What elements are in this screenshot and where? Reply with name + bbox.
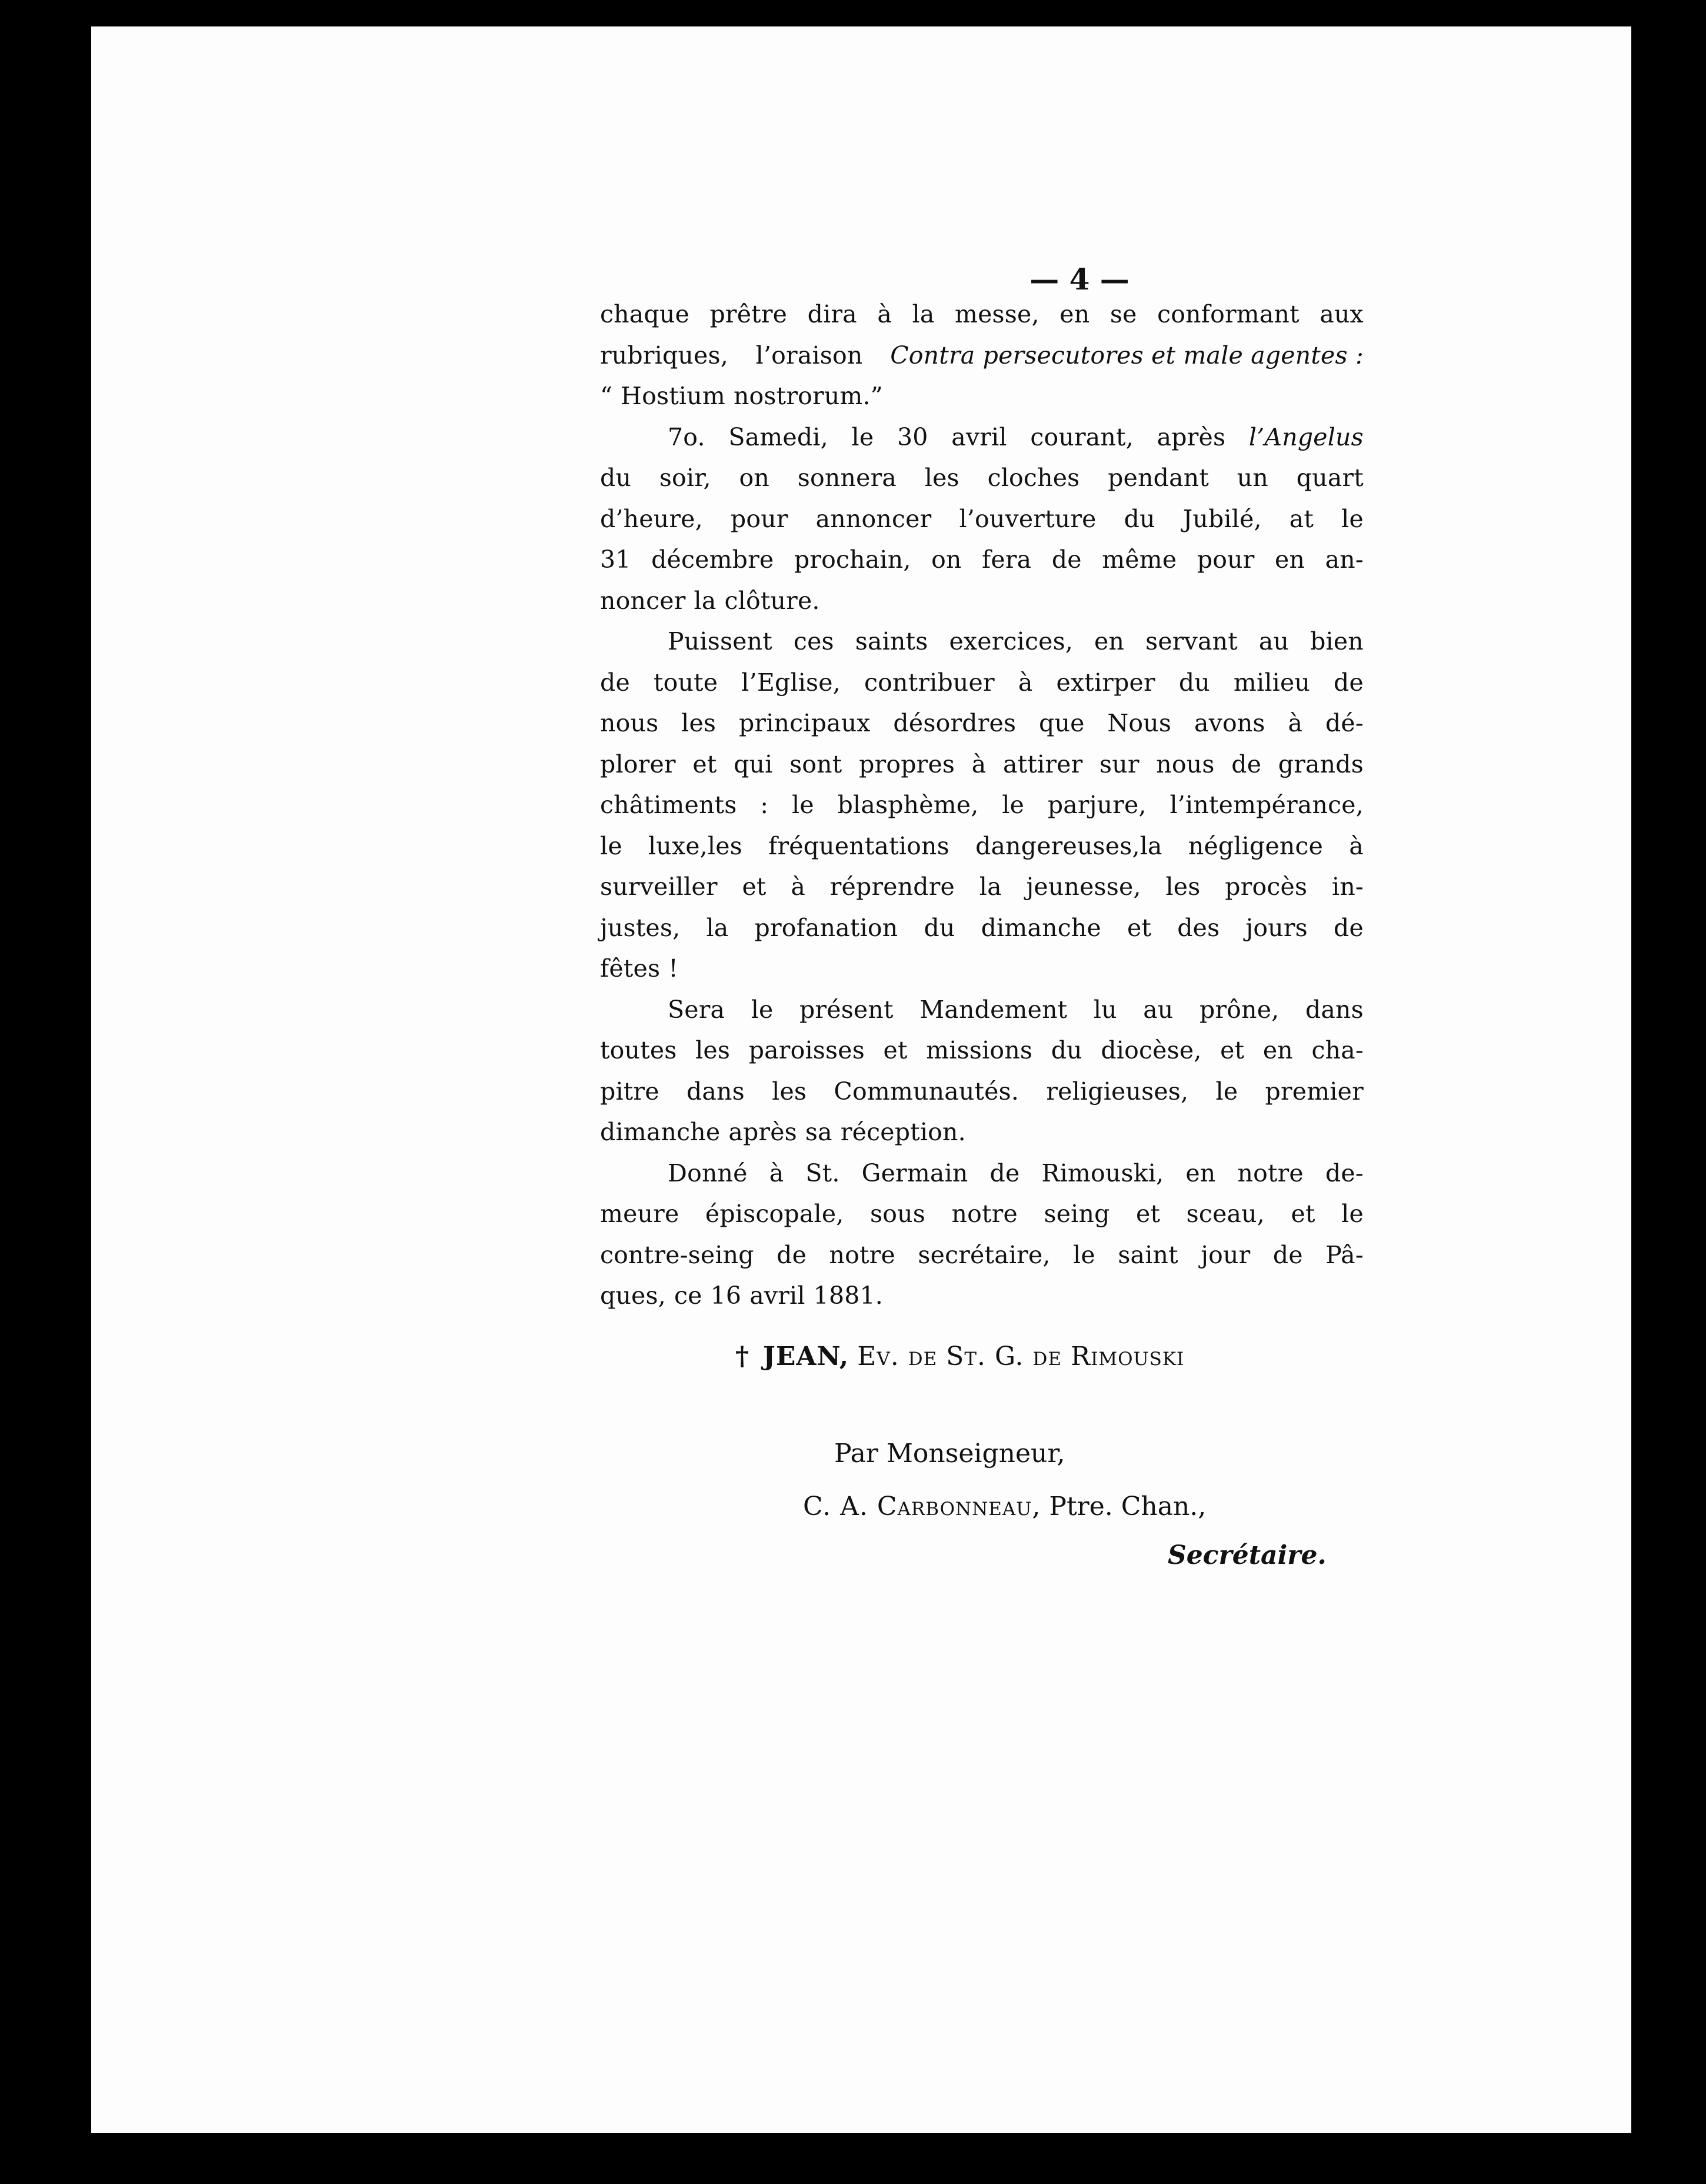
word: à [1018, 668, 1033, 697]
word: Pâ- [1325, 1240, 1364, 1269]
word: procès [1225, 873, 1308, 901]
word: l’Eglise, [741, 668, 841, 697]
word: messe, [955, 300, 1039, 328]
word: sous [870, 1200, 926, 1228]
word: bien [1310, 627, 1364, 655]
word: Nous [1107, 709, 1172, 737]
word: au [1258, 627, 1290, 655]
word: à [877, 300, 892, 328]
word: grands [1278, 750, 1364, 778]
word: et [1291, 1200, 1315, 1228]
text-line [600, 1030, 1364, 1071]
word: de [600, 668, 630, 697]
word: fêtes [600, 954, 661, 983]
word: en [1094, 627, 1125, 655]
word: sont [789, 750, 842, 778]
word: rubriques, [600, 341, 728, 369]
word: Mandement [919, 995, 1068, 1024]
word: et [1136, 1200, 1161, 1228]
word: 7o. [668, 422, 705, 451]
word: attirer [1003, 750, 1083, 778]
word: noncer [600, 586, 686, 615]
word: notre [829, 1240, 895, 1269]
word: la [706, 913, 729, 942]
text-line [600, 1112, 1364, 1153]
word: l’intempérance, [1169, 791, 1364, 819]
word: cha- [1311, 1036, 1364, 1064]
word: missions [926, 1036, 1033, 1064]
word: 16 [710, 1281, 742, 1310]
word: diocèse, [1101, 1036, 1202, 1064]
word: les [924, 464, 959, 492]
text-line [600, 908, 1364, 949]
word: Jubilé, [1182, 504, 1262, 533]
word: 30 [897, 422, 928, 451]
word: “ [600, 382, 613, 410]
word: at [1289, 504, 1314, 533]
word: de [1272, 1240, 1303, 1269]
word: ce [674, 1281, 702, 1310]
word: on [931, 545, 962, 574]
word: à [791, 873, 805, 901]
page-number: — 4 — [1029, 262, 1129, 297]
secretary-rank: Ptre. Chan., [1049, 1491, 1207, 1522]
word: désordres [893, 709, 1017, 737]
word: de- [1325, 1158, 1364, 1187]
text-line [600, 581, 1364, 622]
text-line [600, 1153, 1364, 1194]
word: l’ouverture [959, 504, 1097, 533]
word: fréquentations [768, 831, 949, 860]
word: à [1288, 709, 1303, 737]
word: sceau, [1186, 1200, 1265, 1228]
word: que [1039, 709, 1085, 737]
italic-phrase: Contra persecutores et male agentes : [890, 341, 1364, 369]
text-line [600, 1194, 1364, 1235]
word: nostrorum.” [733, 382, 883, 410]
word: Puissent [668, 627, 772, 655]
text-line [600, 990, 1364, 1031]
word: lu [1093, 995, 1117, 1024]
word: pitre [600, 1077, 659, 1106]
word: des [1177, 913, 1220, 942]
word: ! [668, 954, 678, 983]
word: 1881. [813, 1281, 884, 1310]
word: clôture. [724, 586, 820, 615]
word: en [1185, 1158, 1216, 1187]
word: Rimouski, [1041, 1158, 1164, 1187]
word: et [883, 1036, 908, 1064]
word: seing [1044, 1200, 1110, 1228]
word: du [924, 913, 955, 942]
text-line [600, 417, 1364, 458]
word: Donné [668, 1158, 748, 1187]
word: religieuses, [1046, 1077, 1189, 1106]
word: le [751, 995, 774, 1024]
word: paroisses [748, 1036, 865, 1064]
text-line [600, 376, 1364, 417]
word: épiscopale, [705, 1200, 844, 1228]
cross-symbol: † [735, 1341, 749, 1371]
word: avril [951, 422, 1007, 451]
word: exercices, [949, 627, 1074, 655]
word: jours [1245, 913, 1308, 942]
text-line [600, 785, 1364, 826]
text-line [600, 1276, 1364, 1317]
word: du [1178, 668, 1210, 697]
word: et [1220, 1036, 1245, 1064]
word: de [777, 1240, 807, 1269]
word: toute [653, 668, 718, 697]
word: on [739, 464, 770, 492]
word: le [1073, 1240, 1095, 1269]
word: d’heure, [600, 504, 703, 533]
word: pour [1197, 545, 1255, 574]
word: cloches [987, 464, 1080, 492]
word: négligence [1188, 831, 1324, 860]
word: : [760, 791, 769, 819]
word: courant, [1030, 422, 1134, 451]
word: après [728, 1118, 797, 1146]
word: surveiller [600, 873, 718, 901]
text-line [600, 948, 1364, 990]
word: prêtre [709, 300, 788, 328]
word: milieu [1233, 668, 1311, 697]
word: le [1002, 791, 1025, 819]
word: se [1109, 300, 1137, 328]
word: réception. [840, 1118, 966, 1146]
word: Germain [861, 1158, 968, 1187]
word: de [1334, 668, 1364, 697]
secretary-name: C. A. Carbonneau, [803, 1491, 1041, 1522]
word: secrétaire, [918, 1240, 1051, 1269]
word: avril [749, 1281, 805, 1310]
word: les [772, 1077, 807, 1106]
bishop-signature [735, 1341, 1184, 1371]
word: et [1127, 913, 1152, 942]
text-line [600, 867, 1364, 908]
word: avons [1194, 709, 1265, 737]
word: dimanche [981, 913, 1101, 942]
word: le [792, 791, 814, 819]
italic-phrase: l’Angelus [1248, 422, 1364, 451]
body-text [600, 294, 1364, 1317]
word: le [851, 422, 874, 451]
word: la [979, 873, 1002, 901]
word: meure [600, 1200, 679, 1228]
signature-name: JEAN, [763, 1341, 849, 1371]
word: le [1341, 504, 1364, 533]
word: prochain, [794, 545, 911, 574]
word: dira [807, 300, 857, 328]
word: saints [855, 627, 928, 655]
word: profanation [754, 913, 898, 942]
word: ces [793, 627, 834, 655]
word: du [600, 464, 632, 492]
word: nous [600, 709, 659, 737]
word: après [1157, 422, 1226, 451]
word: qui [734, 750, 773, 778]
word: extirper [1056, 668, 1155, 697]
word: nous [1156, 750, 1215, 778]
word: la [912, 300, 935, 328]
text-line [600, 744, 1364, 785]
word: dans [1305, 995, 1364, 1024]
signature-title: Ev. de St. G. de Rimouski [857, 1341, 1185, 1371]
word: saint [1118, 1240, 1178, 1269]
word: les [695, 1036, 731, 1064]
word: en [1059, 300, 1090, 328]
secretary-signature [803, 1491, 1206, 1522]
word: ques, [600, 1281, 666, 1310]
word: réprendre [829, 873, 955, 901]
word: Sera [668, 995, 725, 1024]
word: décembre [651, 545, 774, 574]
word: les [681, 709, 717, 737]
word: le [1215, 1077, 1238, 1106]
word: sa [805, 1118, 832, 1146]
word: soir, [659, 464, 711, 492]
word: de [1231, 750, 1262, 778]
word: à [971, 750, 987, 778]
word: propres [859, 750, 955, 778]
word: châtiments [600, 791, 737, 819]
word: premier [1265, 1077, 1364, 1106]
word: du [1051, 1036, 1082, 1064]
word: l’oraison [755, 341, 863, 369]
word: 31 [600, 545, 631, 574]
word: St. [805, 1158, 840, 1187]
word: toutes [600, 1036, 677, 1064]
word: Communautés. [834, 1077, 1019, 1106]
text-line [600, 621, 1364, 662]
word: parjure, [1047, 791, 1147, 819]
word: luxe,les [648, 831, 742, 860]
word: aux [1320, 300, 1364, 328]
word: pendant [1108, 464, 1209, 492]
word: dans [686, 1077, 745, 1106]
text-line [600, 540, 1364, 581]
closing-par-monseigneur: Par Monseigneur, [834, 1439, 1065, 1469]
word: en [1262, 1036, 1293, 1064]
text-line [600, 335, 1364, 377]
word: en [1275, 545, 1305, 574]
word: du [1124, 504, 1155, 533]
word: notre [1237, 1158, 1304, 1187]
word: présent [799, 995, 894, 1024]
word: un [1237, 464, 1269, 492]
word: même [1102, 545, 1177, 574]
word: au [1143, 995, 1174, 1024]
word: le [600, 831, 622, 860]
word: dé- [1325, 709, 1364, 737]
word: la [694, 586, 717, 615]
word: quart [1296, 464, 1364, 492]
text-line [600, 458, 1364, 499]
word: les [1165, 873, 1201, 901]
text-line [600, 1235, 1364, 1276]
word: Hostium [621, 382, 725, 410]
text-line [600, 662, 1364, 704]
text-line [600, 499, 1364, 540]
word: blasphème, [837, 791, 979, 819]
word: à [1349, 831, 1364, 860]
word: de [989, 1158, 1020, 1187]
word: sur [1099, 750, 1139, 778]
word: conformant [1157, 300, 1300, 328]
text-line [600, 294, 1364, 335]
word: justes, [600, 913, 681, 942]
word: Samedi, [728, 422, 828, 451]
word: de [1051, 545, 1082, 574]
text-line [600, 703, 1364, 744]
word: contre-seing [600, 1240, 754, 1269]
word: notre [951, 1200, 1018, 1228]
text-line [600, 826, 1364, 867]
word: dimanche [600, 1118, 721, 1146]
word: servant [1145, 627, 1238, 655]
word: an- [1325, 545, 1364, 574]
word: jour [1201, 1240, 1251, 1269]
secretary-title: Secrétaire. [1168, 1540, 1327, 1570]
word: de [1334, 913, 1364, 942]
word: jeunesse, [1026, 873, 1141, 901]
text-line [600, 1071, 1364, 1113]
word: à [769, 1158, 784, 1187]
word: annoncer [815, 504, 932, 533]
word: fera [982, 545, 1032, 574]
word: plorer [600, 750, 676, 778]
word: in- [1332, 873, 1364, 901]
word: dangereuses,la [975, 831, 1162, 860]
word: sonnera [797, 464, 897, 492]
word: et [692, 750, 717, 778]
word: pour [730, 504, 788, 533]
word: prône, [1199, 995, 1280, 1024]
word: et [742, 873, 767, 901]
word: le [1341, 1200, 1364, 1228]
word: chaque [600, 300, 689, 328]
word: contribuer [864, 668, 995, 697]
word: principaux [738, 709, 871, 737]
